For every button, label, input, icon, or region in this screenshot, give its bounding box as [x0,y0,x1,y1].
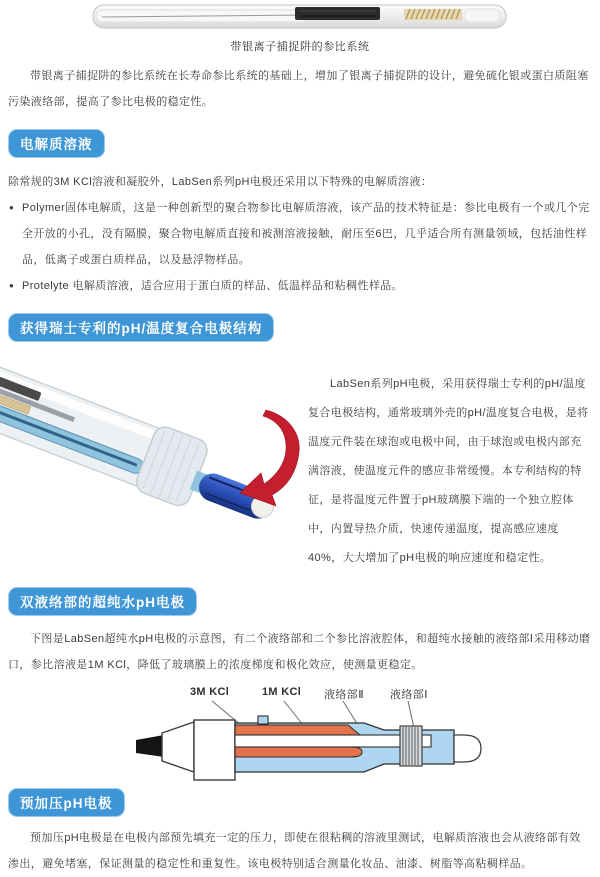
dual-junction-paragraph: 下图是LabSen超纯水pH电极的示意图，有二个液络部和二个参比溶液腔体，和超纯水接触的液络部Ⅰ采用移动磨口，参比溶液是1M KCl，降低了玻璃膜上的浓度梯度和极化效应，使测量更稳定。 [8,633,591,671]
patent-paragraph: LabSen系列pH电极，采用获得瑞士专利的pH/温度复合电极结构，通常玻璃外壳的pH/温度复合电极，是将温度元件装在球泡或电极中间，由于球泡或电极内部充满溶液，使温度元件的感应非常缓慢。本专利结构的特征，是将温度元件置于pH玻璃膜下端的一个独立腔体中，内置导热介质，快速传递温度，提高感应速度40%，大大增加了pH电极的响应速度和稳定性。 [308,378,589,564]
patent-section-body [8,346,592,573]
ground-joint-ring [400,726,422,766]
inner-chamber-3m-kcl [235,725,360,735]
reference-electrode-photo [92,3,508,33]
silver-coil [404,9,462,20]
bullet-text: Polymer固体电解质，这是一种创新型的聚合物参比电解质溶液，该产品的技术特征是：参比电极有一个或几个完全开放的小孔，没有隔膜，聚合物电解质直接和被测溶液接触，耐压至6巴，几乎适合所有测量领域，包括油性样品，低离子或蛋白质样品，以及悬浮物样品。 [22,202,590,266]
list-item [8,195,592,273]
intro-paragraph: 带银离子捕捉阱的参比系统在长寿命参比系统的基础上，增加了银离子捕捉阱的设计，避免硫化银或蛋白质阻塞污染液络部，提高了参比电极的稳定性。 [8,70,589,108]
figure-caption: 带银离子捕捉阱的参比系统 [230,41,370,53]
cable [136,735,164,757]
list-item [8,273,592,299]
bullet-text: Protelyte 电解质溶液，适合应用于蛋白质的样品、低温样品和粘稠性样品。 [22,280,404,292]
section-badge-electrolyte: 电解质溶液 [8,129,105,158]
glass-bulb [454,735,481,762]
bullet-icon: ● [9,281,15,290]
bullet-icon: ● [9,203,15,212]
diagram-label-1m-kcl: 1M KCl [262,686,302,698]
diagram-label-3m-kcl: 3M KCl [190,686,230,698]
section-badge-patent: 获得瑞士专利的pH/温度复合电极结构 [8,313,274,342]
electrolyte-lead: 除常规的3M KCl溶液和凝胶外，LabSen系列pH电极还采用以下特殊的电解质溶液： [8,176,433,188]
combo-electrode-photo [8,346,308,518]
diagram-label-junction-2: 液络部Ⅱ [324,689,365,701]
diagram-label-junction-1: 液络部Ⅰ [390,689,428,701]
section-badge-dual-junction: 双液络部的超纯水pH电极 [8,587,197,616]
electrode-schematic [112,684,592,786]
electrolyte-bullet-list [8,195,592,299]
red-arrow-icon [240,410,299,506]
pressurized-paragraph: 预加压pH电极是在电极内部预先填充一定的压力，即使在很粘稠的溶液里测试，电解质溶液也会从液络部有效渗出，避免堵塞，保证测量的稳定性和重复性。该电极特别适合测量化妆品、油漆、树脂等高粘稠样品。 [8,832,581,870]
section-badge-pressurized: 预加压pH电极 [8,788,125,817]
figure-reference-system [8,0,592,54]
